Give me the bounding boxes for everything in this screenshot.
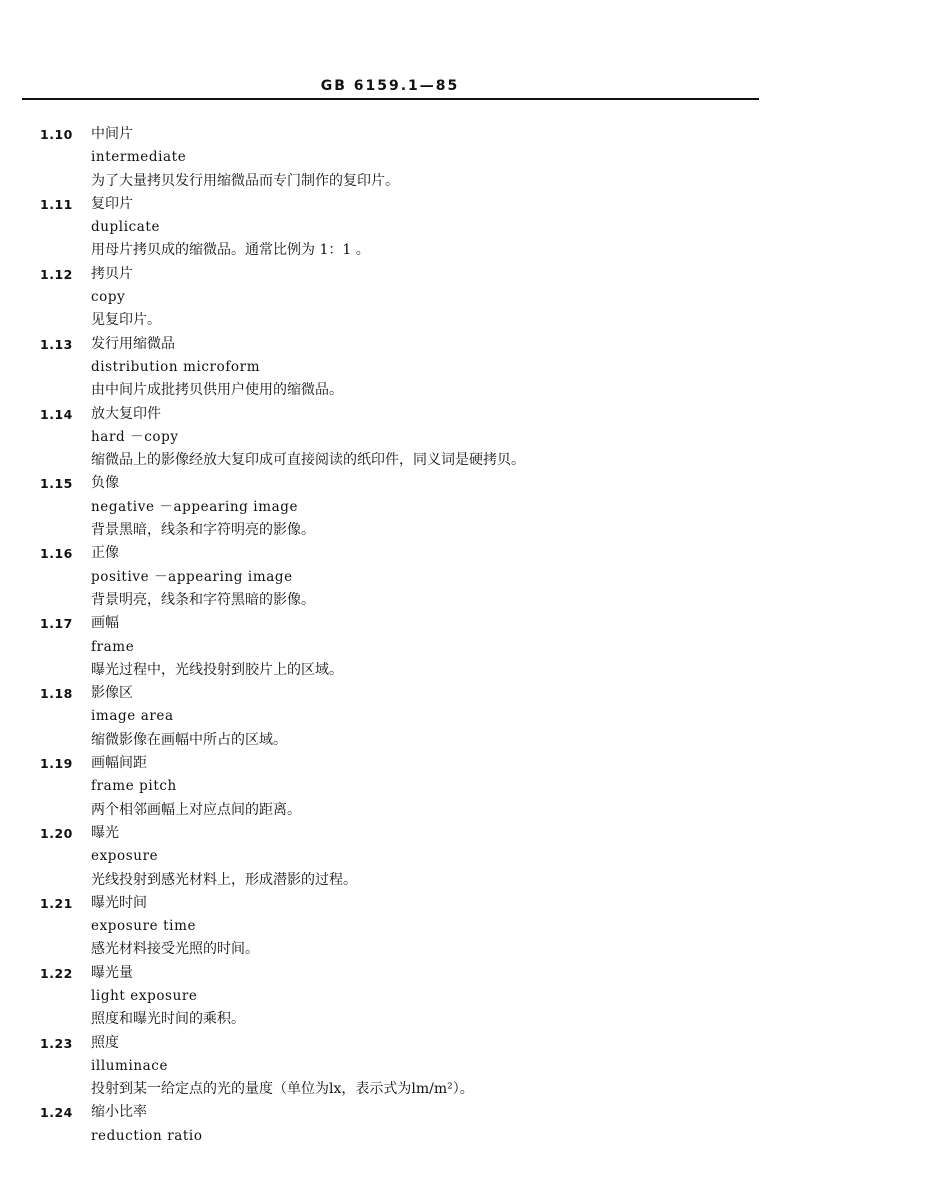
term-english: exposure [91, 848, 159, 865]
term-definition: 缩微品上的影像经放大复印成可直接阅读的纸印件，同义词是硬拷贝。 [91, 452, 525, 469]
term-english: light exposure [91, 987, 198, 1004]
entry-number: 1.22 [40, 965, 73, 981]
term-chinese: 影像区 [91, 685, 133, 702]
entry-number: 1.12 [40, 266, 73, 282]
entry-number: 1.10 [40, 127, 73, 142]
entry-number: 1.16 [40, 546, 73, 562]
term-chinese: 拷贝片 [91, 265, 133, 282]
entry-number: 1.18 [40, 686, 73, 702]
term-chinese: 中间片 [91, 126, 133, 142]
term-entry [0, 682, 950, 752]
entry-number: 1.17 [40, 616, 73, 632]
term-chinese: 发行用缩微品 [91, 335, 175, 352]
term-entry [0, 1101, 950, 1148]
term-english: illuminace [91, 1057, 169, 1074]
term-chinese: 复印片 [91, 195, 133, 212]
term-english: frame [91, 638, 135, 655]
term-definition: 见复印片。 [91, 312, 161, 329]
term-chinese: 画幅 [91, 615, 119, 632]
entry-number: 1.14 [40, 406, 73, 422]
term-entry [0, 193, 950, 263]
term-entry [0, 403, 950, 473]
entry-number: 1.20 [40, 825, 73, 841]
entry-number: 1.11 [40, 196, 73, 212]
term-definition: 两个相邻画幅上对应点间的距离。 [91, 801, 301, 818]
term-chinese: 照度 [91, 1034, 119, 1051]
entry-number: 1.13 [40, 336, 73, 352]
term-definition: 由中间片成批拷贝供用户使用的缩微品。 [91, 382, 343, 399]
term-entries [0, 123, 950, 1148]
term-definition: 缩微影像在画幅中所占的区域。 [91, 731, 287, 748]
term-chinese: 画幅间距 [91, 755, 147, 772]
term-entry [0, 333, 950, 403]
page-header: GB 6159.1—85 [320, 78, 460, 94]
term-definition: 用母片拷贝成的缩微品。通常比例为 1：1 。 [91, 242, 370, 259]
entry-number: 1.19 [40, 756, 73, 772]
term-entry [0, 612, 950, 682]
term-english: intermediate [91, 149, 187, 166]
term-definition: 曝光过程中，光线投射到胶片上的区域。 [91, 661, 343, 678]
term-definition: 光线投射到感光材料上，形成潜影的过程。 [91, 871, 357, 888]
term-english: reduction ratio [91, 1127, 203, 1144]
term-entry [0, 962, 950, 1032]
term-entry [0, 1032, 950, 1102]
entry-number: 1.21 [40, 895, 73, 911]
term-english: negative －appearing image [91, 498, 299, 515]
term-definition: 为了大量拷贝发行用缩微品而专门制作的复印片。 [91, 172, 399, 189]
entry-number: 1.15 [40, 476, 73, 492]
term-definition: 照度和曝光时间的乘积。 [91, 1011, 245, 1028]
term-chinese: 曝光量 [91, 964, 133, 981]
term-definition: 背景明亮，线条和字符黑暗的影像。 [91, 591, 315, 608]
term-definition: 投射到某一给定点的光的量度（单位为lx，表示式为lm/m²）。 [91, 1081, 474, 1098]
header-rule [22, 98, 759, 100]
term-chinese: 曝光时间 [91, 894, 147, 911]
term-english: frame pitch [91, 778, 177, 795]
term-english: copy [91, 289, 126, 306]
term-chinese: 缩小比率 [91, 1104, 147, 1121]
term-entry [0, 472, 950, 542]
entry-number: 1.24 [40, 1105, 73, 1121]
term-english: duplicate [91, 219, 161, 236]
term-english: image area [91, 708, 174, 725]
term-entry [0, 542, 950, 612]
term-english: positive －appearing image [91, 568, 293, 585]
term-entry [0, 123, 950, 193]
term-english: exposure time [91, 918, 197, 935]
entry-number: 1.23 [40, 1035, 73, 1051]
term-chinese: 负像 [91, 475, 119, 492]
term-definition: 感光材料接受光照的时间。 [91, 941, 259, 958]
term-definition: 背景黑暗，线条和字符明亮的影像。 [91, 522, 315, 539]
term-entry [0, 752, 950, 822]
term-chinese: 放大复印件 [91, 405, 161, 422]
term-entry [0, 892, 950, 962]
term-entry [0, 822, 950, 892]
term-english: hard －copy [91, 428, 179, 445]
term-english: distribution microform [91, 358, 261, 375]
term-entry [0, 263, 950, 333]
term-chinese: 正像 [91, 545, 119, 562]
term-chinese: 曝光 [91, 824, 119, 841]
